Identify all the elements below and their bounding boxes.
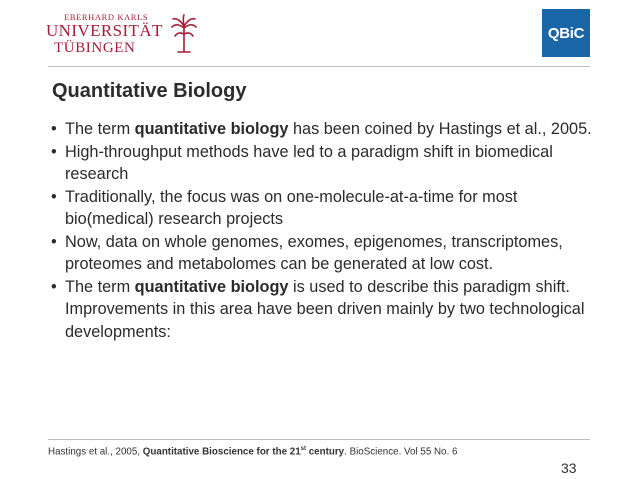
footer-divider	[48, 439, 590, 440]
palm-tree-icon	[170, 14, 198, 54]
qbic-logo-text: QBiC	[547, 24, 585, 42]
header-divider	[48, 66, 590, 67]
bullet-item: • Traditionally, the focus was on one-molecule-at-a-time for most bio(medical) research projects	[48, 186, 593, 231]
bullet-item: • High-throughput methods have led to a paradigm shift in biomedical research	[48, 141, 593, 186]
page-number: 33	[561, 460, 577, 476]
logo-line-3: TÜBINGEN	[54, 40, 136, 56]
logo-line-1: EBERHARD KARLS	[64, 12, 149, 22]
slide-title: Quantitative Biology	[52, 80, 247, 102]
bullet-item: • The term quantitative biology is used to describe this paradigm shift. Improvements in this area have been driven mainly by two technological developments:	[48, 276, 593, 344]
university-logo	[46, 12, 206, 54]
bullet-item: • Now, data on whole genomes, exomes, epigenomes, transcriptomes, proteomes and metabolomes can be generated at low cost.	[48, 231, 593, 276]
logo-line-2: UNIVERSITÄT	[46, 21, 163, 40]
bullet-item: • The term quantitative biology has been coined by Hastings et al., 2005.	[48, 118, 593, 141]
bullet-list	[48, 118, 593, 343]
citation-footnote: Hastings et al., 2005, Quantitative Bioscience for the 21st century. BioScience. Vol 55 No. 6	[48, 446, 458, 458]
qbic-logo	[542, 9, 590, 57]
